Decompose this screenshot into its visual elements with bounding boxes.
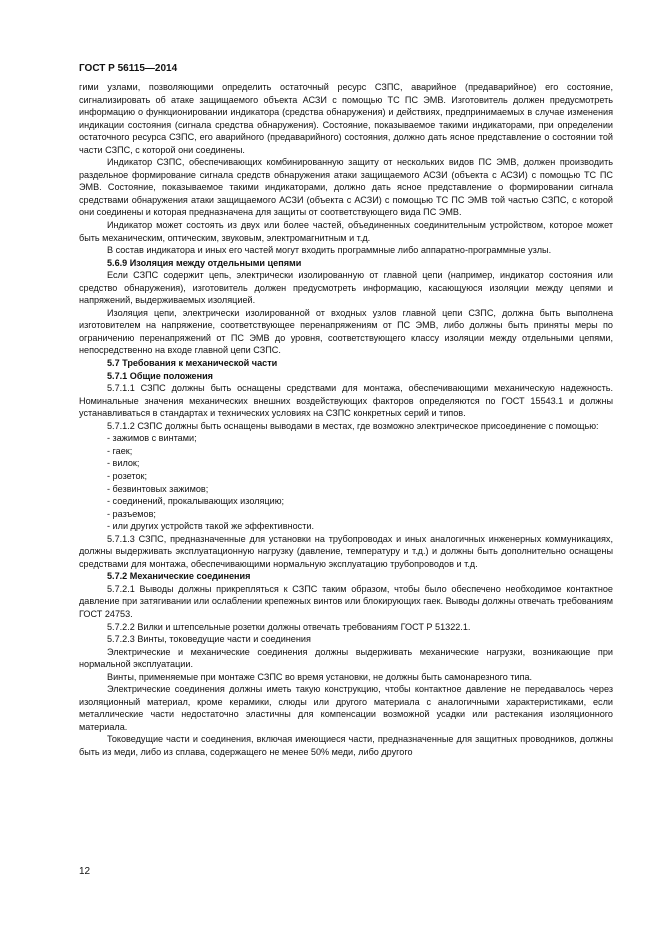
list-item: - вилок; [107,458,140,469]
paragraph: 5.7.2.1 Выводы должны прикрепляться к СЗПС таким образом, чтобы было обеспечено необходимое контактное давление при затягивании или ослаблении крепежных винтов или блокирующих гаек. Выводы должны отвечать требованиям ГОСТ 24753. [79,583,613,619]
paragraph: 5.7.1.2 СЗПС должны быть оснащены выводами в местах, где возможно электрическое присоединение с помощью: [107,420,599,431]
paragraph: 5.7.1.1 СЗПС должны быть оснащены средствами для монтажа, обеспечивающими механическую надежность. Номинальные значения механических внешних воздействующих факторов определяются по ГОСТ 15543.1 и должны устанавливаться в стандартах и технических условиях на СЗПС конкретных серий и типов. [79,383,613,419]
paragraph: Если СЗПС содержит цепь, электрически изолированную от главной цепи (например, индикатор состояния или средство обнаружения), изготовитель должен предусмотреть информацию, касающуюся изоляции между цепями и напряжений, выдерживаемых изоляцией. [79,270,613,306]
section-heading: 5.7 Требования к механической части [107,358,278,369]
list-item: - разъемов; [107,508,156,519]
list-item: - соединений, прокалывающих изоляцию; [107,496,285,507]
section-heading: 5.7.2 Механические соединения [107,571,251,582]
paragraph: В состав индикатора и иных его частей могут входить программные либо аппаратно-программные узлы. [107,245,552,256]
paragraph: Токоведущие части и соединения, включая имеющиеся части, предназначенные для защитных проводников, должны быть из меди, либо из сплава, содержащего не менее 50% меди, либо другого [79,734,613,757]
section-heading: 5.6.9 Изоляция между отдельными цепями [107,257,302,268]
list-item: - гаек; [107,445,133,456]
list-item: - безвинтовых зажимов; [107,483,209,494]
paragraph: гими узлами, позволяющими определить остаточный ресурс СЗПС, аварийное (предаварийное) его состояние, сигнализировать об атаке защищаемого объекта АСЗИ с помощью ТС ПС ЭМВ. Изготовитель должен предусмотреть информацию о функционировании индикатора (средства обнаружения) и действиях, предпринимаемых в случае изменения индикации состояния (сигнала средства обнаружения). Состояние, показываемое такими индикаторами, при определении остаточного ресурса СЗПС, его аварийного (предаварийного) состояния, должно дать ясное представление о состоянии той части СЗПС, с которой они соединены. [79,82,613,155]
paragraph: Винты, применяемые при монтаже СЗПС во время установки, не должны быть самонарезного типа. [107,671,533,682]
paragraph: Индикатор может состоять из двух или более частей, объединенных соединительным устройством, которое может быть механическим, оптическим, звуковым, электромагнитным и т.д. [79,220,613,243]
section-heading: 5.7.1 Общие положения [107,370,213,381]
document-body [79,81,613,759]
list-item: - или других устройств такой же эффективности. [107,521,314,532]
document-header: ГОСТ Р 56115—2014 [79,63,178,74]
list-item: - розеток; [107,470,148,481]
list-item: - зажимов с винтами; [107,433,197,444]
paragraph: Индикатор СЗПС, обеспечивающих комбинированную защиту от нескольких видов ПС ЭМВ, должен производить раздельное формирование сигнала средств обнаружения атаки защищаемого АСЗИ (объекта с АСЗИ) с помощью ТС ПС ЭМВ. Состояние, показываемое такими индикаторами, должно дать ясное представление о формировании сигнала средствами обнаружения атаки защищаемого АСЗИ (объекта с АСЗИ) с помощью ТС ПС ЭМВ той частью СЗПС, с которой они соединены и которая предназначена для защиты от соответствующего вида ПС ЭМВ. [79,157,613,218]
paragraph: 5.7.2.2 Вилки и штепсельные розетки должны отвечать требованиям ГОСТ Р 51322.1. [107,621,471,632]
paragraph: Электрические соединения должны иметь такую конструкцию, чтобы контактное давление не передавалось через изоляционный материал, кроме керамики, слюды или другого материала с аналогичными характеристиками, если металлические части недостаточно эластичны для компенсации возможной усадки или растекания изоляционного материала. [79,684,613,732]
paragraph: Изоляция цепи, электрически изолированной от входных узлов главной цепи СЗПС, должна быть выполнена изготовителем на напряжение, соответствующее перенапряжениям от ПС ЭМВ, либо должны быть приняты меры по ограничению перенапряжений от ПС ЭМВ до уровня, соответствующего классу изоляции между отдельными цепями, непосредственно на входе главной цепи СЗПС. [79,307,613,356]
paragraph: 5.7.2.3 Винты, токоведущие части и соединения [107,634,311,645]
page-number: 12 [79,866,91,877]
paragraph: Электрические и механические соединения должны выдерживать механические нагрузки, возникающие при нормальной эксплуатации. [79,646,613,670]
paragraph: 5.7.1.3 СЗПС, предназначенные для установки на трубопроводах и иных аналогичных инженерных коммуникациях, должны выдерживать эксплуатационную нагрузку (давление, температуру и т.д.) и должны быть дополнительно оснащены средствами для монтажа, обеспечивающими нормальную эксплуатацию трубопроводов и т.д. [79,533,613,569]
